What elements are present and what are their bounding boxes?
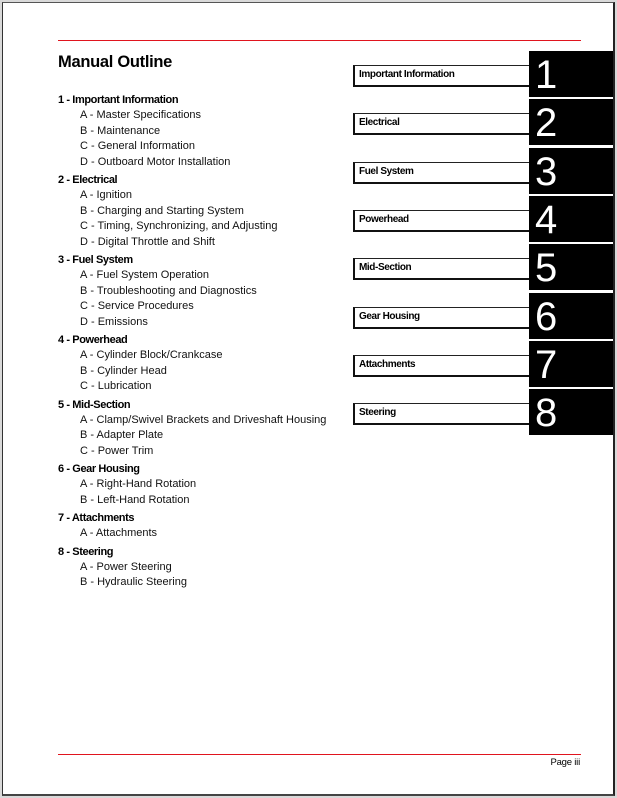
outline-section-heading[interactable]: 5 - Mid-Section <box>58 398 131 411</box>
section-tab-number: 6 <box>535 294 558 339</box>
outline-subsection[interactable]: D - Emissions <box>80 315 148 328</box>
outline-subsection[interactable]: A - Cylinder Block/Crankcase <box>80 349 223 361</box>
section-tab-label: Steering <box>359 407 396 419</box>
outline-subsection[interactable]: C - Timing, Synchronizing, and Adjusting <box>80 220 278 232</box>
section-tab-label-box[interactable] <box>353 162 533 184</box>
section-tab-label-box[interactable] <box>353 210 533 232</box>
section-tab-label: Electrical <box>359 117 400 129</box>
section-tab-label-box[interactable] <box>353 307 533 329</box>
outline-subsection[interactable]: A - Attachments <box>80 527 158 539</box>
header-rule <box>58 40 581 41</box>
section-tab-block[interactable] <box>529 341 613 387</box>
outline-subsection[interactable]: C - Power Trim <box>80 444 154 457</box>
section-tab-label: Powerhead <box>359 213 409 225</box>
section-tab-number: 7 <box>535 342 558 387</box>
outline-section <box>58 173 348 250</box>
outline-subsection[interactable]: B - Hydraulic Steering <box>80 576 187 588</box>
section-tab-label-box[interactable] <box>353 403 533 425</box>
outline-section <box>58 93 348 170</box>
section-tab-block[interactable] <box>529 148 613 194</box>
document-page <box>2 2 615 796</box>
section-tab-block[interactable] <box>529 389 613 435</box>
outline-subsection[interactable]: C - Lubrication <box>80 380 152 392</box>
outline-section-heading[interactable]: 7 - Attachments <box>58 512 135 524</box>
section-tab-label-box[interactable] <box>353 65 533 87</box>
section-tab-block[interactable] <box>529 244 613 290</box>
outline-section <box>58 253 348 330</box>
section-tab-number: 3 <box>535 149 558 194</box>
outline-subsection[interactable]: A - Master Specifications <box>80 109 202 121</box>
outline-section-heading[interactable]: 8 - Steering <box>58 545 114 558</box>
section-tab-block[interactable] <box>529 196 613 242</box>
section-tab[interactable] <box>353 389 613 435</box>
section-tab-number: 8 <box>535 391 558 436</box>
outline-subsection[interactable]: A - Power Steering <box>80 560 172 573</box>
outline-section <box>58 545 348 591</box>
outline-subsection[interactable]: A - Ignition <box>80 189 132 201</box>
section-tab[interactable] <box>353 148 613 194</box>
outline-subsection[interactable]: A - Fuel System Operation <box>80 269 209 281</box>
section-tab-number: 2 <box>535 101 558 146</box>
section-tab-number: 5 <box>535 246 558 291</box>
outline-subsection[interactable]: A - Right-Hand Rotation <box>80 478 197 490</box>
outline-subsection[interactable]: B - Troubleshooting and Diagnostics <box>80 284 257 297</box>
section-tab[interactable] <box>353 244 613 290</box>
section-tab-block[interactable] <box>529 99 613 145</box>
outline-subsection[interactable]: C - General Information <box>80 140 195 152</box>
outline-section <box>58 511 348 542</box>
section-tab-label: Fuel System <box>359 165 414 177</box>
outline-section-heading[interactable]: 4 - Powerhead <box>58 334 128 346</box>
section-tab-label: Attachments <box>359 358 416 370</box>
outline-section-heading[interactable]: 2 - Electrical <box>58 174 118 186</box>
section-tab[interactable] <box>353 196 613 242</box>
outline-section-heading[interactable]: 1 - Important Information <box>58 94 179 106</box>
section-tab[interactable] <box>353 99 613 145</box>
outline-subsection[interactable]: B - Charging and Starting System <box>80 204 244 217</box>
outline-section <box>58 333 348 395</box>
outline-subsection[interactable]: B - Maintenance <box>80 124 161 137</box>
page-title: Manual Outline <box>58 53 173 71</box>
footer-rule <box>58 754 581 755</box>
outline-subsection[interactable]: B - Left-Hand Rotation <box>80 493 190 506</box>
outline-subsection[interactable]: D - Digital Throttle and Shift <box>80 235 215 248</box>
section-tab[interactable] <box>353 293 613 339</box>
outline-subsection[interactable]: D - Outboard Motor Installation <box>80 155 231 168</box>
section-tab-number: 1 <box>535 53 558 97</box>
outline-section-heading[interactable]: 3 - Fuel System <box>58 254 133 266</box>
manual-outline <box>58 93 348 594</box>
outline-subsection[interactable]: C - Service Procedures <box>80 300 194 312</box>
section-tab-label: Important Information <box>359 69 455 80</box>
section-tab-block[interactable] <box>529 293 613 339</box>
section-tab-label: Mid-Section <box>359 262 412 274</box>
outline-section-heading[interactable]: 6 - Gear Housing <box>58 463 140 475</box>
outline-section <box>58 398 348 460</box>
section-tab-label-box[interactable] <box>353 258 533 280</box>
section-tab-block[interactable] <box>529 51 613 97</box>
section-tab[interactable] <box>353 51 613 97</box>
outline-subsection[interactable]: B - Cylinder Head <box>80 364 167 377</box>
outline-section <box>58 462 348 508</box>
section-tab-label: Gear Housing <box>359 310 420 322</box>
page-number: Page iii <box>550 757 580 768</box>
outline-subsection[interactable]: A - Clamp/Swivel Brackets and Driveshaft Housing <box>80 413 327 426</box>
outline-subsection[interactable]: B - Adapter Plate <box>80 429 164 441</box>
section-tab[interactable] <box>353 341 613 387</box>
section-tab-label-box[interactable] <box>353 355 533 377</box>
section-tab-label-box[interactable] <box>353 113 533 135</box>
section-tab-number: 4 <box>535 197 558 242</box>
